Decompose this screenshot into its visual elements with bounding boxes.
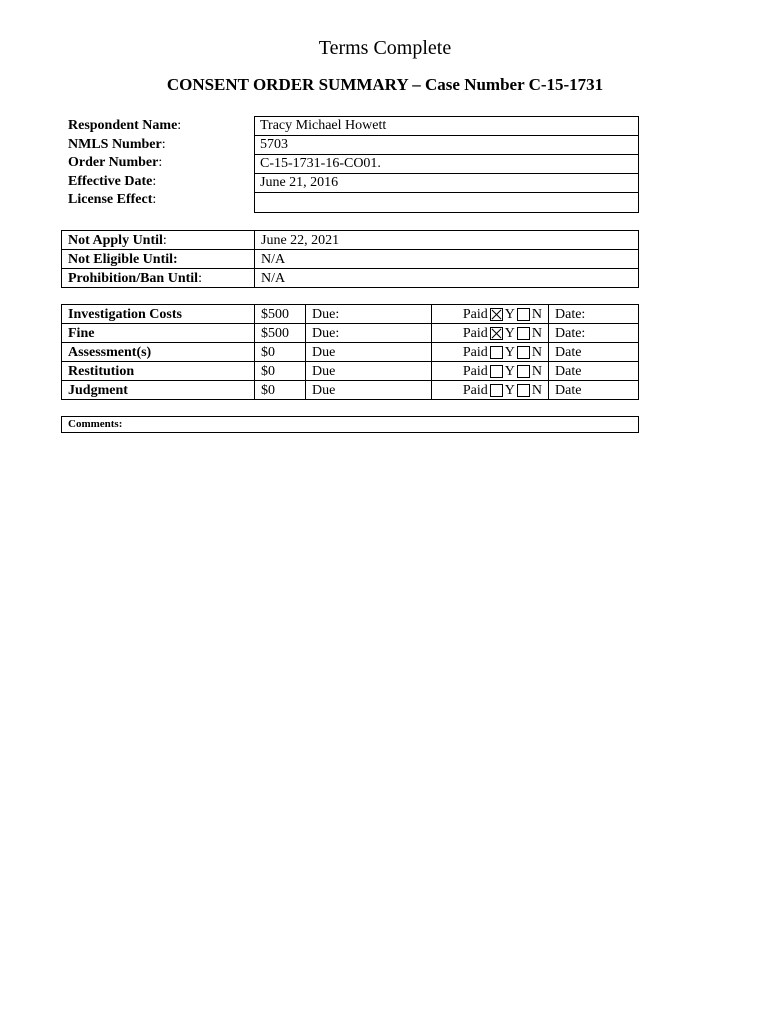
respondent-values-box — [254, 116, 639, 213]
financial-paid-status: Paid Y N — [432, 381, 549, 400]
respondent-name-value: Tracy Michael Howett — [255, 117, 638, 136]
table-row — [62, 305, 639, 324]
comments-box — [61, 416, 639, 433]
financial-date: Date — [549, 343, 639, 362]
financial-due: Due — [306, 362, 432, 381]
financial-paid-status: Paid Y N — [432, 305, 549, 324]
paid-no-checkbox[interactable] — [517, 346, 530, 359]
financial-date: Date — [549, 362, 639, 381]
financial-paid-status: Paid Y N — [432, 324, 549, 343]
order-number-label: Order Number: — [68, 155, 163, 170]
table-row — [62, 269, 639, 288]
financial-date: Date: — [549, 324, 639, 343]
financial-date: Date — [549, 381, 639, 400]
financial-label: Assessment(s) — [62, 343, 255, 362]
financial-amount: $500 — [255, 305, 306, 324]
table-row — [62, 250, 639, 269]
paid-no-checkbox[interactable] — [517, 365, 530, 378]
financial-amount: $0 — [255, 381, 306, 400]
effective-date-label: Effective Date: — [68, 173, 157, 189]
nmls-number-value: 5703 — [255, 136, 638, 155]
nmls-number-label: NMLS Number: — [68, 136, 166, 152]
page-subtitle: CONSENT ORDER SUMMARY – Case Number C-15-1731 — [166, 75, 604, 94]
paid-yes-checkbox[interactable] — [490, 346, 503, 359]
restrictions-table — [61, 230, 639, 288]
paid-yes-checkbox[interactable] — [490, 308, 503, 321]
table-row — [62, 324, 639, 343]
table-row — [62, 343, 639, 362]
paid-yes-checkbox[interactable] — [490, 327, 503, 340]
respondent-labels — [68, 117, 248, 210]
paid-yes-checkbox[interactable] — [490, 365, 503, 378]
comments-label: Comments: — [68, 418, 123, 430]
page-title: Terms Complete — [318, 37, 452, 59]
financial-due: Due: — [306, 305, 432, 324]
paid-no-checkbox[interactable] — [517, 384, 530, 397]
table-row — [62, 362, 639, 381]
license-effect-value — [255, 193, 638, 213]
financial-paid-status: Paid Y N — [432, 362, 549, 381]
financial-paid-status: Paid Y N — [432, 343, 549, 362]
financial-date: Date: — [549, 305, 639, 324]
respondent-name-label: Respondent Name: — [68, 118, 182, 133]
financial-label: Fine — [62, 324, 255, 343]
financial-label: Judgment — [62, 381, 255, 400]
not-apply-until-value: June 22, 2021 — [255, 231, 639, 250]
financial-amount: $0 — [255, 343, 306, 362]
order-number-value: C-15-1731-16-CO01. — [255, 155, 638, 174]
prohibition-ban-until-label: Prohibition/Ban Until: — [62, 269, 255, 288]
financial-due: Due — [306, 381, 432, 400]
not-eligible-until-value: N/A — [255, 250, 639, 269]
financial-amount: $0 — [255, 362, 306, 381]
effective-date-value: June 21, 2016 — [255, 174, 638, 193]
financial-label: Investigation Costs — [62, 305, 255, 324]
not-eligible-until-label: Not Eligible Until: — [62, 250, 255, 269]
not-apply-until-label: Not Apply Until: — [62, 231, 255, 250]
financial-due: Due — [306, 343, 432, 362]
financials-table — [61, 304, 639, 400]
table-row — [62, 231, 639, 250]
paid-no-checkbox[interactable] — [517, 308, 530, 321]
prohibition-ban-until-value: N/A — [255, 269, 639, 288]
paid-no-checkbox[interactable] — [517, 327, 530, 340]
license-effect-label: License Effect: — [68, 192, 157, 207]
table-row — [62, 381, 639, 400]
financial-label: Restitution — [62, 362, 255, 381]
financial-amount: $500 — [255, 324, 306, 343]
paid-yes-checkbox[interactable] — [490, 384, 503, 397]
financial-due: Due: — [306, 324, 432, 343]
